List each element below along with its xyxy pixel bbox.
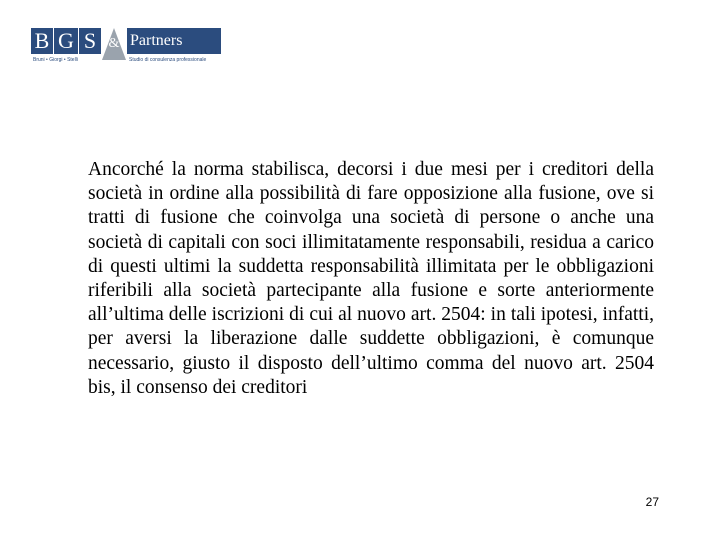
logo-letter-s: S	[79, 28, 101, 54]
page-number: 27	[645, 495, 659, 509]
bgs-partners-logo	[31, 28, 221, 64]
logo-letter-g: G	[54, 28, 78, 54]
logo-subtitle-names: Bruni • Giorgi • Stelli	[33, 57, 78, 63]
logo-subtitle-studio: Studio di consulenza professionale	[129, 57, 207, 63]
logo-letter-b: B	[31, 28, 53, 54]
slide-body-text: Ancorché la norma stabilisca, decorsi i due mesi per i creditori della società in ordine alla possibilità di fare opposizione alla fusione, ove si tratti di fusione che coinvolga una società di persone o anche una società di capitali con soci illimitatamente responsabili, residua a carico di questi ultimi la suddetta responsabilità illimitata per le obbligazioni riferibili alla società partecipante alla fusione e sorte anteriormente all’ultima delle iscrizioni di cui al nuovo art. 2504: in tali ipotesi, infatti, per aversi la liberazione dalle suddette obbligazioni, è comunque necessario, giusto il disposto dell’ultimo comma del nuovo art. 2504 bis, il consenso dei creditori	[88, 159, 654, 398]
logo-ampersand: &	[108, 36, 120, 51]
logo-partners: Partners	[127, 28, 221, 54]
